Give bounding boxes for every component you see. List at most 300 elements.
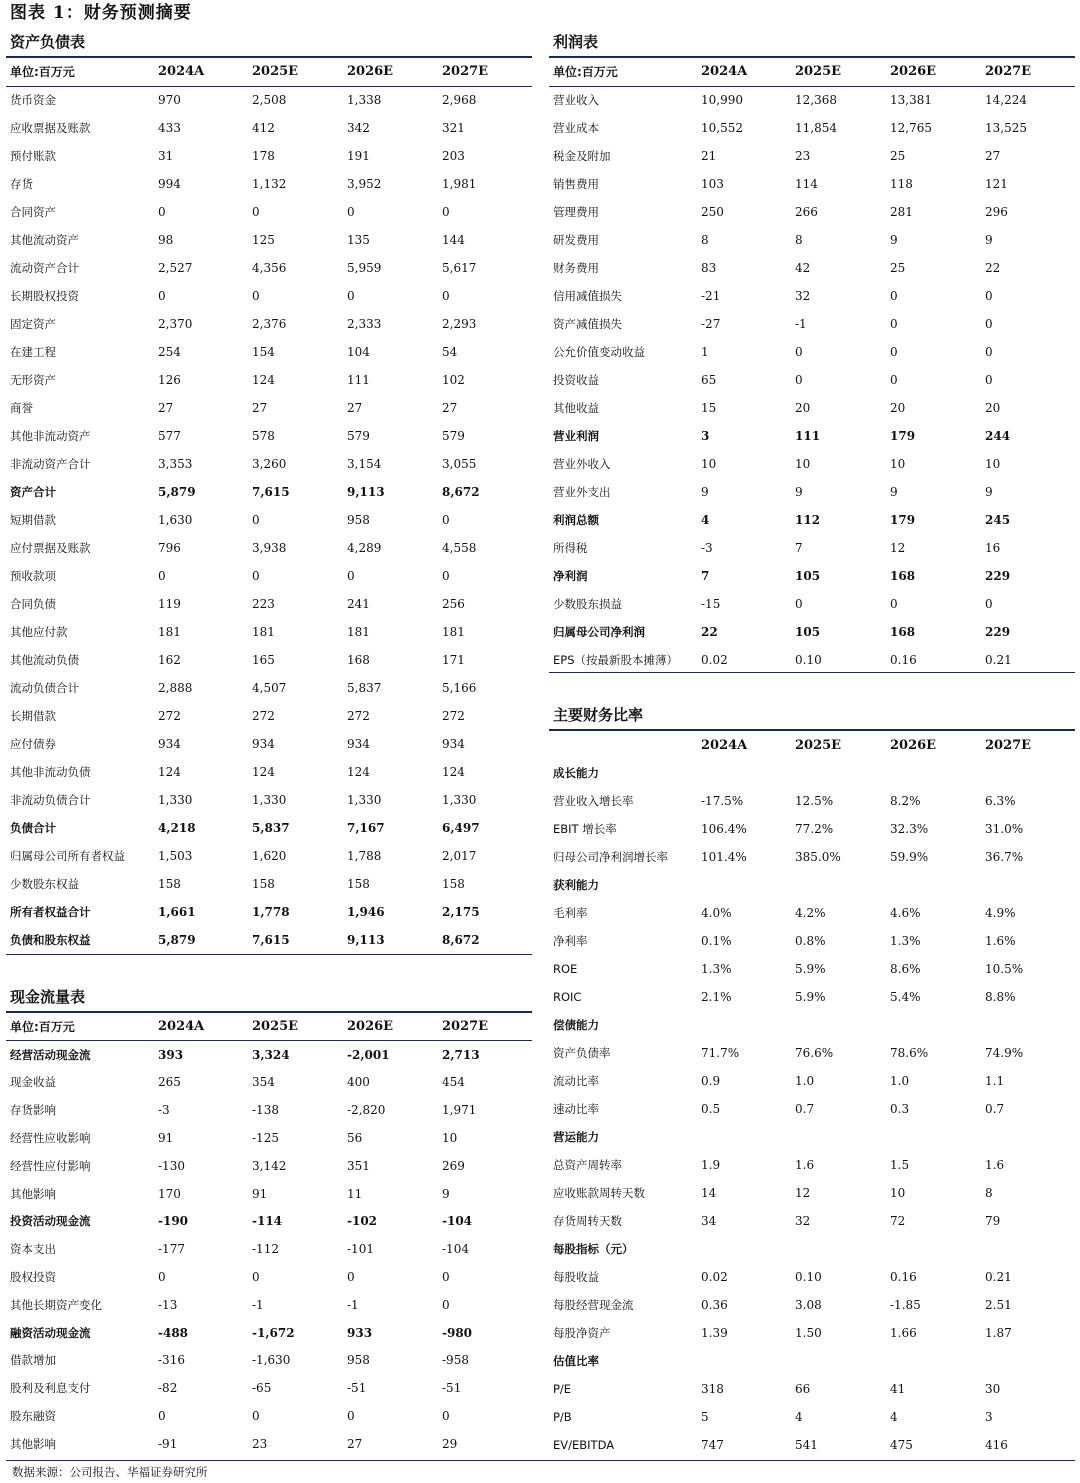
table-row bbox=[549, 899, 1075, 927]
table-row bbox=[549, 927, 1075, 955]
cell-value: 8.8% bbox=[985, 990, 1016, 1004]
cell-value: 1.3% bbox=[890, 934, 921, 948]
row-label: 每股指标（元） bbox=[553, 1242, 634, 1256]
cell-value: 1.6% bbox=[985, 934, 1016, 948]
table-row bbox=[549, 843, 1075, 871]
row-label: 经营性应付影响 bbox=[10, 1158, 91, 1173]
cell-value: 6.3% bbox=[985, 794, 1016, 808]
cell-value: 10 bbox=[985, 457, 1001, 471]
cell-value: 6,497 bbox=[442, 821, 480, 835]
cell-value: 0 bbox=[442, 289, 450, 303]
cell-value: 158 bbox=[158, 877, 181, 891]
table-row bbox=[6, 1180, 532, 1208]
header-year: 2024A bbox=[158, 58, 252, 86]
table-row bbox=[549, 1039, 1075, 1067]
cell-value: 272 bbox=[252, 709, 275, 723]
cell-value: -82 bbox=[158, 1381, 178, 1396]
cell-value: 0 bbox=[795, 373, 803, 387]
cell-value: 0 bbox=[985, 373, 993, 387]
row-label: 营业外支出 bbox=[553, 485, 611, 499]
cell-value: 1.6 bbox=[985, 1158, 1005, 1172]
cell-value: 0 bbox=[158, 569, 166, 583]
row-label: 投资收益 bbox=[553, 373, 599, 387]
row-label: ROIC bbox=[553, 990, 582, 1004]
cell-value: 0 bbox=[442, 1297, 450, 1312]
cell-value: 65 bbox=[701, 373, 717, 387]
cell-value: 1.50 bbox=[795, 1326, 822, 1340]
table-row bbox=[549, 1151, 1075, 1179]
row-label: 每股经营现金流 bbox=[553, 1298, 634, 1312]
cell-value: -3 bbox=[701, 541, 713, 555]
cell-value: 1,330 bbox=[442, 793, 477, 807]
table-row bbox=[6, 366, 532, 394]
cell-value: 3.08 bbox=[795, 1298, 822, 1312]
cell-value bbox=[701, 1011, 795, 1039]
cell-value: -1 bbox=[347, 1297, 359, 1312]
cell-value: 9 bbox=[890, 485, 898, 499]
income-statement-grid bbox=[549, 58, 1075, 674]
cell-value: 76.6% bbox=[795, 1046, 834, 1060]
cell-value: 165 bbox=[252, 653, 275, 667]
cell-value: 351 bbox=[347, 1158, 370, 1173]
cell-value: 1 bbox=[701, 345, 709, 359]
cell-value: 10 bbox=[890, 1186, 906, 1200]
cell-value: 0 bbox=[985, 317, 993, 331]
cell-value: 42 bbox=[795, 261, 811, 275]
cell-value: 2,370 bbox=[158, 317, 193, 331]
cell-value: 934 bbox=[252, 737, 275, 751]
table-row bbox=[549, 618, 1075, 646]
cell-value: 66 bbox=[795, 1382, 811, 1396]
cell-value: 0 bbox=[158, 1409, 166, 1424]
cell-value: 9 bbox=[442, 1186, 450, 1201]
cell-value: 168 bbox=[890, 625, 916, 639]
cell-value: 41 bbox=[890, 1382, 906, 1396]
row-label: ROE bbox=[553, 962, 578, 976]
row-label: 合同资产 bbox=[10, 205, 56, 219]
row-label: 速动比率 bbox=[553, 1102, 599, 1116]
cell-value: 354 bbox=[252, 1075, 275, 1090]
balance-sheet-title: 资产负债表 bbox=[10, 33, 86, 51]
header-row bbox=[6, 1013, 532, 1041]
header-label: 单位:百万元 bbox=[549, 58, 701, 86]
cell-value: 0.16 bbox=[890, 653, 917, 667]
cell-value: -102 bbox=[347, 1214, 378, 1229]
cell-value: 0 bbox=[442, 1270, 450, 1285]
cell-value: 30 bbox=[985, 1382, 1001, 1396]
cell-value: 5,837 bbox=[252, 821, 290, 835]
row-label: 其他影响 bbox=[10, 1186, 56, 1201]
cell-value: 0.02 bbox=[701, 653, 728, 667]
cell-value bbox=[890, 759, 985, 787]
cell-value: 112 bbox=[795, 513, 821, 527]
cell-value: 8.6% bbox=[890, 962, 921, 976]
cell-value: 0 bbox=[442, 205, 450, 219]
cell-value: 0 bbox=[158, 1270, 166, 1285]
cell-value: 256 bbox=[442, 597, 465, 611]
cell-value: 111 bbox=[347, 373, 370, 387]
cell-value: 9,113 bbox=[347, 485, 385, 499]
cell-value: 181 bbox=[158, 625, 181, 639]
row-label: 流动资产合计 bbox=[10, 261, 79, 275]
cell-value: 2,175 bbox=[442, 905, 480, 919]
cell-value: 12 bbox=[795, 1186, 811, 1200]
row-label: 现金收益 bbox=[10, 1075, 56, 1090]
table-row bbox=[6, 1263, 532, 1291]
row-label: 管理费用 bbox=[553, 205, 599, 219]
income-statement-table bbox=[549, 58, 1075, 674]
cell-value bbox=[985, 1235, 1075, 1263]
cell-value: 4.0% bbox=[701, 906, 732, 920]
cell-value bbox=[890, 1123, 985, 1151]
cell-value: 12,368 bbox=[795, 93, 837, 108]
cell-value: 21 bbox=[701, 149, 717, 163]
row-label: 长期股权投资 bbox=[10, 289, 79, 303]
cell-value: 2.1% bbox=[701, 990, 732, 1004]
cell-value: 2,713 bbox=[442, 1047, 480, 1062]
cell-value: 32 bbox=[795, 289, 811, 303]
table-row bbox=[6, 1096, 532, 1124]
row-label: 少数股东损益 bbox=[553, 597, 622, 611]
cell-value: 2,376 bbox=[252, 317, 287, 331]
table-row bbox=[6, 86, 532, 114]
cell-value: 3,142 bbox=[252, 1158, 287, 1173]
cell-value: 272 bbox=[158, 709, 181, 723]
table-row bbox=[6, 226, 532, 254]
cell-value: 5,837 bbox=[347, 681, 382, 695]
row-label: 应付票据及账款 bbox=[10, 541, 91, 555]
table-row bbox=[549, 506, 1075, 534]
cell-value: 124 bbox=[252, 373, 275, 387]
cell-value: 0 bbox=[347, 1270, 355, 1285]
cell-value: 1,503 bbox=[158, 849, 193, 863]
cell-value: 72 bbox=[890, 1214, 906, 1228]
ratios-grid bbox=[549, 731, 1075, 1459]
table-row bbox=[6, 674, 532, 702]
header-year: 2026E bbox=[347, 58, 442, 86]
table-row bbox=[6, 170, 532, 198]
cell-value: 168 bbox=[347, 653, 370, 667]
cell-value: 124 bbox=[347, 765, 370, 779]
cell-value: 126 bbox=[158, 373, 181, 387]
cell-value: 71.7% bbox=[701, 1046, 740, 1060]
table-row bbox=[549, 1067, 1075, 1095]
cell-value: 1,778 bbox=[252, 905, 290, 919]
cell-value: 241 bbox=[347, 597, 370, 611]
cell-value: 1,946 bbox=[347, 905, 385, 919]
cell-value: 1.3% bbox=[701, 962, 732, 976]
table-row bbox=[6, 1291, 532, 1319]
cell-value bbox=[701, 1123, 795, 1151]
cell-value: 83 bbox=[701, 261, 717, 275]
cell-value: 8,672 bbox=[442, 933, 480, 947]
cell-value: 1,330 bbox=[347, 793, 382, 807]
cell-value: 1,661 bbox=[158, 905, 196, 919]
table-row bbox=[549, 1319, 1075, 1347]
row-label: 长期借款 bbox=[10, 709, 56, 723]
row-label: 其他非流动负债 bbox=[10, 765, 91, 779]
row-label: 估值比率 bbox=[553, 1354, 599, 1368]
cell-value: 3,260 bbox=[252, 457, 287, 471]
cell-value: 1.9 bbox=[701, 1158, 721, 1172]
cell-value: 111 bbox=[795, 429, 821, 443]
table-row bbox=[6, 394, 532, 422]
cell-value: -104 bbox=[442, 1242, 469, 1257]
cell-value: 8,672 bbox=[442, 485, 480, 499]
cell-value: 22 bbox=[701, 625, 718, 639]
row-label: 净利率 bbox=[553, 934, 588, 948]
cell-value: -3 bbox=[158, 1103, 170, 1118]
cell-value bbox=[985, 759, 1075, 787]
ratios-title: 主要财务比率 bbox=[553, 706, 644, 724]
cell-value: 400 bbox=[347, 1075, 370, 1090]
cell-value: 1.6 bbox=[795, 1158, 815, 1172]
cell-value: 5.9% bbox=[795, 990, 826, 1004]
cell-value: -2,001 bbox=[347, 1047, 390, 1062]
cell-value: -51 bbox=[347, 1381, 367, 1396]
cell-value: 1.87 bbox=[985, 1326, 1012, 1340]
cell-value: -177 bbox=[158, 1242, 185, 1257]
row-label: EPS（按最新股本摊薄） bbox=[553, 653, 678, 667]
cell-value: 15 bbox=[701, 401, 717, 415]
cell-value bbox=[795, 759, 890, 787]
cell-value: 0 bbox=[442, 1409, 450, 1424]
row-label: 财务费用 bbox=[553, 261, 599, 275]
cell-value: 250 bbox=[701, 205, 724, 219]
table-row bbox=[6, 590, 532, 618]
balance-sheet-grid bbox=[6, 58, 532, 954]
table-row bbox=[549, 366, 1075, 394]
cell-value: 11,854 bbox=[795, 121, 837, 135]
table-row bbox=[549, 282, 1075, 310]
table-row bbox=[549, 590, 1075, 618]
row-label: 研发费用 bbox=[553, 233, 599, 247]
cell-value: 1,788 bbox=[347, 849, 382, 863]
cell-value bbox=[985, 1011, 1075, 1039]
table-row bbox=[6, 282, 532, 310]
cell-value bbox=[890, 1235, 985, 1263]
row-label: 其他流动负债 bbox=[10, 653, 79, 667]
cell-value: 0 bbox=[158, 205, 166, 219]
cell-value: 12 bbox=[890, 541, 906, 555]
cell-value: 229 bbox=[985, 569, 1011, 583]
source-note: 数据来源：公司报告、华福证券研究所 bbox=[12, 1465, 208, 1479]
cell-value: 0.8% bbox=[795, 934, 826, 948]
cell-value: 4,356 bbox=[252, 261, 287, 275]
header-year: 2024A bbox=[158, 1013, 252, 1041]
cell-value: 4 bbox=[795, 1410, 803, 1424]
cell-value: 934 bbox=[158, 737, 181, 751]
cell-value: -65 bbox=[252, 1381, 272, 1396]
row-label: 预收款项 bbox=[10, 569, 56, 583]
table-row bbox=[549, 422, 1075, 450]
cell-value: 124 bbox=[442, 765, 465, 779]
row-label: 营业成本 bbox=[553, 121, 599, 135]
header-year: 2025E bbox=[252, 58, 347, 86]
row-label: 负债合计 bbox=[10, 821, 56, 835]
cell-value: 1.0 bbox=[795, 1074, 815, 1088]
cell-value: 10 bbox=[890, 457, 906, 471]
cell-value: -316 bbox=[158, 1353, 185, 1368]
cell-value: 20 bbox=[985, 401, 1001, 415]
cell-value: 2,968 bbox=[442, 93, 477, 108]
cell-value: 4.9% bbox=[985, 906, 1016, 920]
cell-value: 144 bbox=[442, 233, 465, 247]
header-year: 2024A bbox=[701, 58, 795, 86]
table-row bbox=[6, 1208, 532, 1236]
row-label: 存货影响 bbox=[10, 1103, 56, 1118]
ratios-table bbox=[549, 731, 1075, 1459]
cell-value: 9,113 bbox=[347, 933, 385, 947]
cell-value: -15 bbox=[701, 597, 721, 611]
cell-value: 0.21 bbox=[985, 653, 1012, 667]
cell-value bbox=[985, 1347, 1075, 1375]
cell-value: 0.7 bbox=[985, 1102, 1005, 1116]
cell-value: 0 bbox=[252, 513, 260, 527]
row-label: 其他长期资产变化 bbox=[10, 1297, 102, 1312]
cell-value: 4 bbox=[890, 1410, 898, 1424]
cell-value: 0 bbox=[252, 205, 260, 219]
cell-value: 7,615 bbox=[252, 933, 290, 947]
cell-value: 0 bbox=[252, 569, 260, 583]
table-row bbox=[6, 618, 532, 646]
table-row bbox=[549, 871, 1075, 899]
cell-value: 170 bbox=[158, 1186, 181, 1201]
table-row bbox=[6, 198, 532, 226]
cell-value: -21 bbox=[701, 289, 721, 303]
cell-value: 0.36 bbox=[701, 1298, 728, 1312]
table-row bbox=[6, 898, 532, 926]
cell-value: 27 bbox=[347, 1436, 363, 1451]
cell-value: 32.3% bbox=[890, 822, 929, 836]
cell-value: 0.1% bbox=[701, 934, 732, 948]
cell-value: 0 bbox=[985, 597, 993, 611]
cell-value bbox=[890, 1347, 985, 1375]
cell-value: 27 bbox=[347, 401, 363, 415]
cell-value bbox=[890, 871, 985, 899]
cell-value: 32 bbox=[795, 1214, 811, 1228]
cell-value: -112 bbox=[252, 1242, 279, 1257]
cell-value: 412 bbox=[252, 121, 275, 135]
cell-value: 342 bbox=[347, 121, 370, 135]
table-row bbox=[6, 1069, 532, 1097]
cell-value: 8.2% bbox=[890, 794, 921, 808]
cell-value: 577 bbox=[158, 429, 181, 443]
cell-value: 23 bbox=[252, 1436, 268, 1451]
cell-value: 158 bbox=[442, 877, 465, 891]
row-label: EBIT 增长率 bbox=[553, 822, 617, 836]
cell-value: 416 bbox=[985, 1438, 1008, 1452]
table-row bbox=[549, 198, 1075, 226]
cell-value: -2,820 bbox=[347, 1103, 386, 1118]
cell-value: 31 bbox=[158, 149, 174, 163]
row-label: 合同负债 bbox=[10, 597, 56, 611]
table-row bbox=[549, 534, 1075, 562]
cell-value: 12.5% bbox=[795, 794, 834, 808]
cell-value: 20 bbox=[795, 401, 811, 415]
cell-value: 178 bbox=[252, 149, 275, 163]
balance-sheet-bottom-rule bbox=[6, 954, 532, 955]
cell-value: 5,166 bbox=[442, 681, 477, 695]
cell-value: 10,552 bbox=[701, 121, 743, 135]
row-label: 营业利润 bbox=[553, 429, 599, 443]
table-row bbox=[549, 1347, 1075, 1375]
cell-value: -1.85 bbox=[890, 1298, 921, 1312]
cell-value: 0.16 bbox=[890, 1270, 917, 1284]
cell-value: 25 bbox=[890, 149, 906, 163]
cell-value: 79 bbox=[985, 1214, 1001, 1228]
cell-value: 272 bbox=[442, 709, 465, 723]
cell-value: 179 bbox=[890, 513, 916, 527]
row-label: 在建工程 bbox=[10, 345, 56, 359]
row-label: 短期借款 bbox=[10, 513, 56, 527]
cell-value: -958 bbox=[442, 1353, 469, 1368]
cell-value: 4 bbox=[701, 513, 710, 527]
cell-value: 1,981 bbox=[442, 177, 477, 191]
table-row bbox=[549, 338, 1075, 366]
table-row bbox=[549, 170, 1075, 198]
cell-value: 0 bbox=[347, 205, 355, 219]
table-row bbox=[6, 926, 532, 954]
cell-value: 29 bbox=[442, 1436, 458, 1451]
row-label: 股东融资 bbox=[10, 1409, 56, 1424]
cell-value: 1.66 bbox=[890, 1326, 917, 1340]
row-label: 其他收益 bbox=[553, 401, 599, 415]
header-year: 2024A bbox=[701, 737, 748, 753]
row-label: 资产减值损失 bbox=[553, 317, 622, 331]
cell-value: 5,959 bbox=[347, 261, 382, 275]
cell-value: 36.7% bbox=[985, 850, 1024, 864]
cell-value: 13,381 bbox=[890, 93, 932, 108]
row-label: 应收账款周转天数 bbox=[553, 1186, 645, 1200]
row-label: 资产合计 bbox=[10, 485, 56, 499]
cell-value: 125 bbox=[252, 233, 275, 247]
cell-value: 1,338 bbox=[347, 93, 382, 108]
cell-value: 168 bbox=[890, 569, 916, 583]
cell-value: 119 bbox=[158, 597, 181, 611]
cell-value: 296 bbox=[985, 205, 1008, 219]
cell-value: 1.1 bbox=[985, 1074, 1005, 1088]
table-row bbox=[549, 646, 1075, 674]
cell-value: 0.9 bbox=[701, 1074, 721, 1088]
header-year: 2026E bbox=[890, 737, 937, 753]
cell-value: 10 bbox=[442, 1131, 458, 1146]
table-row bbox=[549, 1095, 1075, 1123]
cell-value: 8 bbox=[795, 233, 803, 247]
cell-value: 13,525 bbox=[985, 121, 1027, 135]
cell-value: 27 bbox=[985, 149, 1001, 163]
table-row bbox=[549, 254, 1075, 282]
cell-value: 20 bbox=[890, 401, 906, 415]
header-year: 2027E bbox=[985, 58, 1075, 86]
row-label: 资产负债率 bbox=[553, 1046, 611, 1060]
table-row bbox=[6, 506, 532, 534]
cell-value: 2,508 bbox=[252, 93, 287, 108]
cell-value: 3 bbox=[701, 429, 710, 443]
cell-value: 54 bbox=[442, 345, 458, 359]
row-label: 商誉 bbox=[10, 401, 33, 415]
cell-value: 162 bbox=[158, 653, 181, 667]
table-row bbox=[549, 955, 1075, 983]
table-row bbox=[549, 478, 1075, 506]
cell-value: 102 bbox=[442, 373, 465, 387]
table-row bbox=[549, 1179, 1075, 1207]
cell-value: 2,888 bbox=[158, 681, 193, 695]
row-label: 负债和股东权益 bbox=[10, 933, 91, 947]
cell-value: 0 bbox=[890, 597, 898, 611]
cell-value: 0 bbox=[347, 289, 355, 303]
row-label: 少数股东权益 bbox=[10, 877, 79, 891]
